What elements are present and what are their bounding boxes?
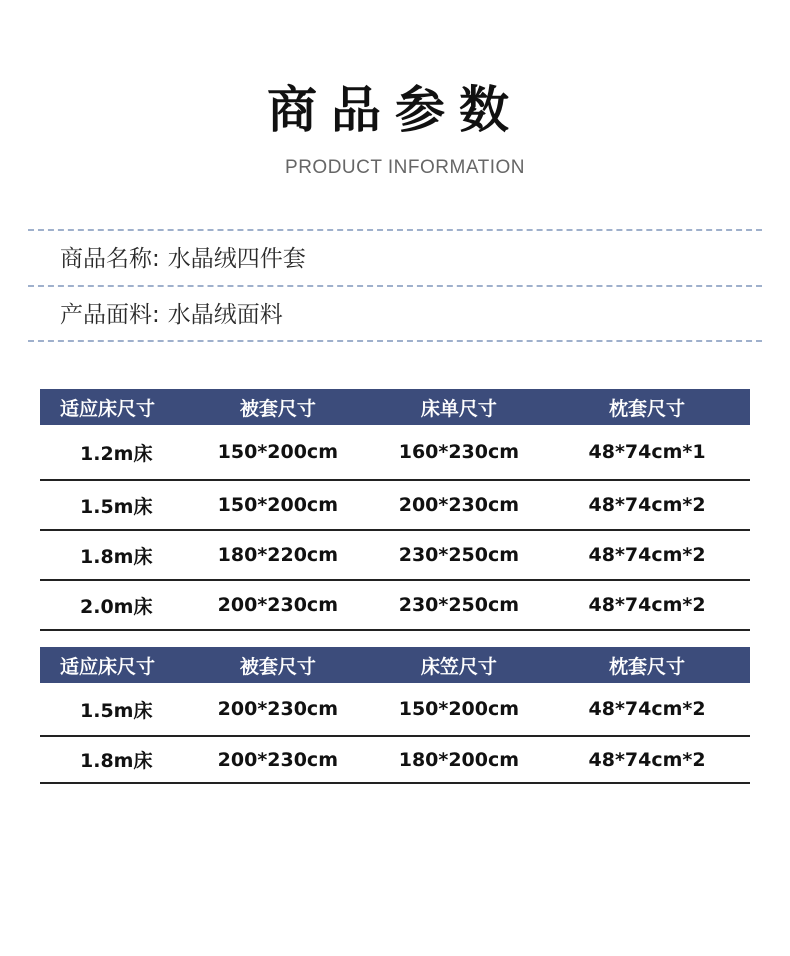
table-cell: 48*74cm*2 — [544, 580, 750, 630]
table-cell: 200*230cm — [182, 736, 374, 783]
column-header: 枕套尺寸 — [544, 389, 750, 425]
table-cell: 180*200cm — [374, 736, 544, 783]
table-cell: 48*74cm*2 — [544, 530, 750, 580]
table-row — [40, 580, 750, 630]
table-cell: 230*250cm — [374, 580, 544, 630]
column-header: 枕套尺寸 — [544, 647, 750, 683]
table-cell: 230*250cm — [374, 530, 544, 580]
table-cell: 2.0m床 — [40, 580, 182, 630]
column-header: 被套尺寸 — [182, 389, 374, 425]
table-cell: 1.8m床 — [40, 736, 182, 783]
table-cell: 1.8m床 — [40, 530, 182, 580]
column-header: 适应床尺寸 — [40, 389, 182, 425]
column-header: 适应床尺寸 — [40, 647, 182, 683]
info-colon: : — [152, 246, 160, 272]
table-header-row — [40, 389, 750, 425]
dashed-divider — [28, 340, 762, 342]
info-row-name — [60, 243, 306, 275]
table-cell: 180*220cm — [182, 530, 374, 580]
table-row — [40, 683, 750, 736]
table-cell: 48*74cm*2 — [544, 480, 750, 530]
info-value: 水晶绒四件套 — [167, 246, 306, 272]
table-cell: 150*200cm — [182, 480, 374, 530]
column-header: 床笠尺寸 — [374, 647, 544, 683]
column-header: 床单尺寸 — [374, 389, 544, 425]
page-subtitle: PRODUCT INFORMATION — [285, 157, 525, 178]
table-cell: 150*200cm — [182, 425, 374, 480]
table-row — [40, 480, 750, 530]
table-cell: 200*230cm — [182, 683, 374, 736]
info-colon: : — [152, 302, 160, 328]
table-cell: 200*230cm — [374, 480, 544, 530]
table-cell: 150*200cm — [374, 683, 544, 736]
page-title: 商品参数 — [267, 80, 523, 139]
size-table-sheet — [40, 389, 750, 631]
table-header-row — [40, 647, 750, 683]
table-row — [40, 530, 750, 580]
table-cell: 1.5m床 — [40, 480, 182, 530]
table-cell: 1.5m床 — [40, 683, 182, 736]
table-cell: 48*74cm*2 — [544, 683, 750, 736]
info-value: 水晶绒面料 — [167, 302, 283, 328]
table-cell: 48*74cm*1 — [544, 425, 750, 480]
table-cell: 1.2m床 — [40, 425, 182, 480]
table-cell: 160*230cm — [374, 425, 544, 480]
table-cell: 48*74cm*2 — [544, 736, 750, 783]
column-header: 被套尺寸 — [182, 647, 374, 683]
table-cell: 200*230cm — [182, 580, 374, 630]
dashed-divider — [28, 229, 762, 231]
info-label: 产品面料 — [60, 302, 152, 328]
info-row-fabric — [60, 299, 283, 331]
info-label: 商品名称 — [60, 246, 152, 272]
dashed-divider — [28, 285, 762, 287]
table-row — [40, 736, 750, 783]
size-table-fitted — [40, 647, 750, 784]
table-row — [40, 425, 750, 480]
